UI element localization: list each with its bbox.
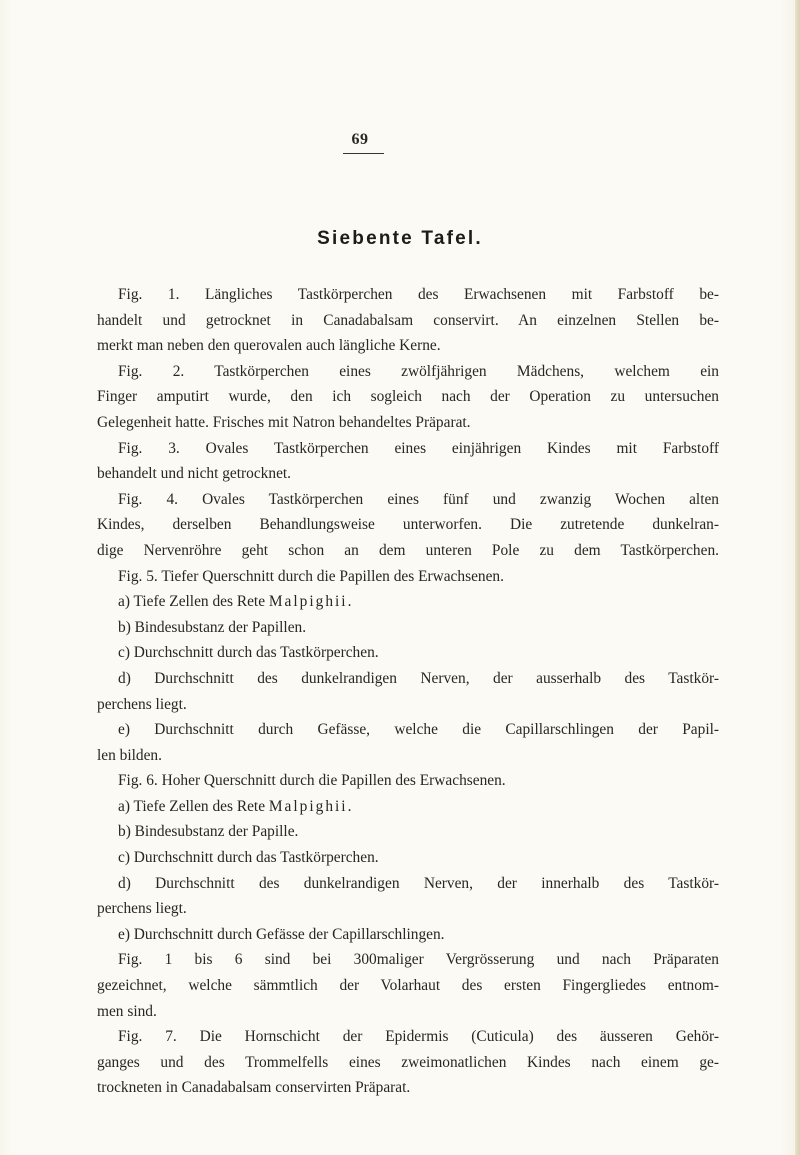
text-line: Finger amputirt wurde, den ich sogleich nach der Operation zu untersuchen bbox=[97, 388, 719, 406]
text-line: b) Bindesubstanz der Papillen. bbox=[118, 618, 307, 636]
text-line: ganges und des Trommelfells eines zweimonatlichen Kindes nach einem ge- bbox=[97, 1053, 719, 1071]
text-line bbox=[97, 589, 719, 615]
text-line: merkt man neben den querovalen auch längliche Kerne. bbox=[97, 337, 441, 355]
page-number-underline bbox=[343, 153, 384, 154]
spaced-name: Malpighii bbox=[268, 797, 348, 815]
text-line: dige Nervenröhre geht schon an dem unteren Pole zu dem Tastkörperchen. bbox=[97, 541, 719, 559]
text-line: c) Durchschnitt durch das Tastkörperchen. bbox=[118, 644, 379, 662]
text-line: Fig. 6. Hoher Querschnitt durch die Papillen des Erwachsenen. bbox=[118, 772, 506, 790]
text-line: Kindes, derselben Behandlungsweise unterworfen. Die zutretende dunkelran- bbox=[97, 516, 719, 534]
text-line: men sind. bbox=[97, 1002, 157, 1020]
text-line: Fig. 7. Die Hornschicht der Epidermis (Cuticula) des äusseren Gehör- bbox=[118, 1028, 719, 1046]
page-number: 69 bbox=[351, 131, 369, 148]
text-line: Fig. 4. Ovales Tastkörperchen eines fünf und zwanzig Wochen alten bbox=[118, 490, 719, 508]
spaced-name: Malpighii bbox=[268, 593, 348, 611]
text-line-end: . bbox=[347, 593, 352, 611]
figure-legend-text bbox=[97, 282, 719, 1101]
text-line: Fig. 2. Tastkörperchen eines zwölfjährigen Mädchens, welchem ein bbox=[118, 362, 719, 380]
text-line: behandelt und nicht getrocknet. bbox=[97, 465, 292, 483]
text-line bbox=[97, 794, 719, 820]
text-line: Fig. 3. Ovales Tastkörperchen eines einjährigen Kindes mit Farbstoff bbox=[118, 439, 719, 457]
text-line: e) Durchschnitt durch Gefässe der Capillarschlingen. bbox=[118, 925, 445, 943]
text-line-main: a) Tiefe Zellen des Rete bbox=[118, 593, 269, 611]
text-line: perchens liegt. bbox=[97, 900, 187, 918]
text-line: Fig. 1. Längliches Tastkörperchen des Erwachsenen mit Farbstoff be- bbox=[118, 286, 719, 303]
text-line: gezeichnet, welche sämmtlich der Volarhaut des ersten Fingergliedes entnom- bbox=[97, 977, 719, 995]
text-line: e) Durchschnitt durch Gefässe, welche die Capillarschlingen der Papil- bbox=[118, 721, 719, 739]
page-edge-shadow bbox=[795, 0, 800, 1155]
text-line: handelt und getrocknet in Canadabalsam conservirt. An einzelnen Stellen be- bbox=[97, 311, 719, 329]
text-line: Fig. 1 bis 6 sind bei 300maliger Vergrösserung und nach Präparaten bbox=[118, 951, 719, 969]
text-line: b) Bindesubstanz der Papille. bbox=[118, 823, 299, 841]
text-line: len bilden. bbox=[97, 746, 162, 764]
text-line: d) Durchschnitt des dunkelrandigen Nerven, der innerhalb des Tastkör- bbox=[118, 874, 719, 892]
text-line: perchens liegt. bbox=[97, 695, 187, 713]
text-line-end: . bbox=[347, 797, 352, 815]
text-line: d) Durchschnitt des dunkelrandigen Nerven, der ausserhalb des Tastkör- bbox=[118, 669, 719, 687]
plate-title: Siebente Tafel. bbox=[317, 228, 483, 249]
text-line: trockneten in Canadabalsam conservirten Präparat. bbox=[97, 1079, 411, 1097]
text-line-main: a) Tiefe Zellen des Rete bbox=[118, 797, 269, 815]
text-line: Gelegenheit hatte. Frisches mit Natron behandeltes Präparat. bbox=[97, 413, 471, 431]
text-line: c) Durchschnitt durch das Tastkörperchen. bbox=[118, 849, 379, 867]
text-line: Fig. 5. Tiefer Querschnitt durch die Papillen des Erwachsenen. bbox=[118, 567, 504, 585]
